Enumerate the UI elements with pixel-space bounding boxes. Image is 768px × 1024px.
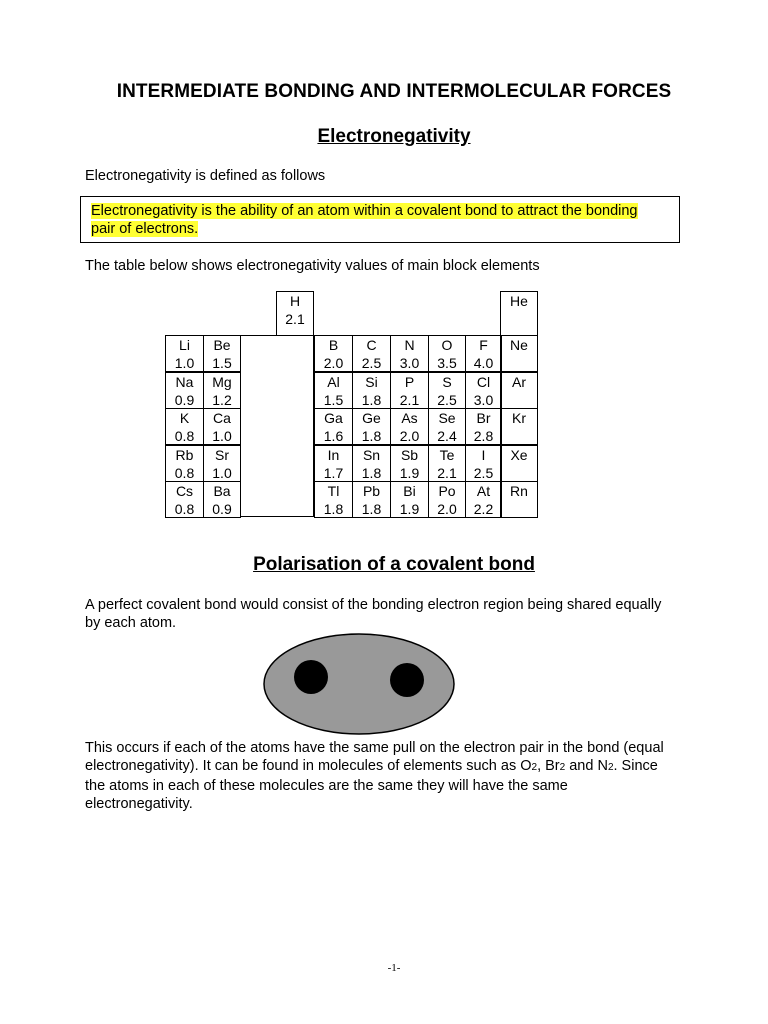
element-symbol: Ba: [213, 483, 231, 499]
element-value: 2.2: [473, 501, 494, 517]
element-symbol: B: [328, 337, 339, 353]
element-cell-rb: [165, 445, 204, 482]
element-cell-be: [203, 335, 241, 372]
element-value: 0.9: [174, 392, 195, 408]
element-symbol: O: [441, 337, 453, 353]
element-cell-tl: [314, 481, 353, 518]
element-symbol: Sb: [400, 447, 419, 463]
polarisation-heading: Polarisation of a covalent bond: [253, 554, 535, 575]
paragraph-line: the atoms in each of these molecules are the same they will have the same: [85, 778, 568, 794]
element-cell-cs: [165, 481, 204, 518]
element-cell-si: [352, 372, 391, 409]
element-cell-sb: [390, 445, 429, 482]
element-value: 1.0: [212, 465, 232, 481]
element-value: 2.0: [323, 355, 344, 371]
element-value: 2.5: [473, 465, 494, 481]
element-value: 2.1: [285, 311, 305, 327]
element-cell-sn: [352, 445, 391, 482]
table-intro-text: The table below shows electronegativity values of main block elements: [85, 258, 540, 274]
element-value: 3.0: [399, 355, 420, 371]
element-symbol: Cl: [476, 374, 491, 390]
element-symbol: Mg: [212, 374, 232, 390]
paragraph-line: electronegativity.: [85, 796, 193, 812]
element-cell-f: [465, 335, 502, 372]
definition-line-2: pair of electrons.: [91, 221, 199, 237]
element-value: 2.1: [399, 392, 420, 408]
paragraph-line: by each atom.: [85, 615, 177, 631]
element-symbol: Ne: [510, 337, 528, 353]
element-symbol: F: [479, 337, 488, 353]
element-symbol: Ga: [324, 410, 343, 426]
element-symbol: Br: [476, 410, 491, 426]
element-cell-bi: [390, 481, 429, 518]
electronegativity-heading: Electronegativity: [317, 126, 471, 147]
intro-text: Electronegativity is defined as follows: [85, 168, 326, 184]
element-cell-li: [165, 335, 204, 372]
element-symbol: Be: [213, 337, 231, 353]
element-value: 1.7: [323, 465, 344, 481]
element-symbol: Pb: [362, 483, 381, 499]
element-symbol: P: [404, 374, 415, 390]
element-value: 0.9: [212, 501, 232, 517]
element-value: 3.5: [437, 355, 457, 371]
element-symbol: Rn: [510, 483, 528, 499]
element-cell-al: [314, 372, 353, 409]
element-cell-in: [314, 445, 353, 482]
element-symbol: I: [481, 447, 486, 463]
element-cell-b: [314, 335, 353, 372]
element-cell-cl: [465, 372, 502, 409]
element-value: 1.2: [212, 392, 232, 408]
element-cell-h: [276, 291, 314, 336]
element-cell-c: [352, 335, 391, 372]
element-value: 1.8: [361, 428, 382, 444]
element-value: 1.5: [323, 392, 344, 408]
element-symbol: Sn: [362, 447, 381, 463]
element-cell-ge: [352, 408, 391, 445]
element-cell-ca: [203, 408, 241, 445]
element-value: 0.8: [174, 501, 195, 517]
element-cell-i: [465, 445, 502, 482]
element-symbol: Al: [327, 374, 340, 390]
element-cell-na: [165, 372, 204, 409]
element-cell-ar: [500, 372, 538, 409]
element-value: 0.8: [174, 428, 195, 444]
element-cell-k: [165, 408, 204, 445]
element-value: 1.9: [399, 501, 420, 517]
element-cell-kr: [500, 408, 538, 445]
electron-cloud: [264, 634, 454, 734]
subscript: 2: [607, 762, 614, 773]
element-symbol: S: [442, 374, 452, 390]
element-cell-ba: [203, 481, 241, 518]
element-symbol: Bi: [403, 483, 416, 499]
element-value: 1.5: [212, 355, 232, 371]
element-symbol: Li: [179, 337, 190, 353]
paragraph-fragment: , Br: [537, 758, 560, 774]
element-value: 2.5: [437, 392, 457, 408]
element-cell-n: [390, 335, 429, 372]
element-value: 2.4: [437, 428, 457, 444]
element-value: 1.0: [212, 428, 232, 444]
element-symbol: Cs: [175, 483, 194, 499]
element-cell-br: [465, 408, 502, 445]
element-cell-sr: [203, 445, 241, 482]
paragraph-line: A perfect covalent bond would consist of the bonding electron region being shared equally: [85, 597, 662, 613]
element-cell-pb: [352, 481, 391, 518]
element-symbol: Po: [438, 483, 456, 499]
covalent-bond-diagram: [262, 632, 458, 736]
element-cell-po: [428, 481, 466, 518]
element-symbol: He: [510, 293, 528, 309]
element-symbol: Sr: [215, 447, 229, 463]
element-value: 1.9: [399, 465, 420, 481]
element-symbol: H: [289, 293, 301, 309]
element-cell-te: [428, 445, 466, 482]
element-symbol: In: [327, 447, 340, 463]
element-value: 1.0: [174, 355, 195, 371]
transition-gap: [240, 335, 314, 517]
element-cell-ga: [314, 408, 353, 445]
element-value: 2.1: [437, 465, 457, 481]
element-cell-mg: [203, 372, 241, 409]
element-cell-p: [390, 372, 429, 409]
element-value: 1.8: [361, 392, 382, 408]
element-value: 2.0: [399, 428, 420, 444]
element-symbol: At: [476, 483, 491, 499]
subscript: 2: [559, 762, 566, 773]
element-cell-rn: [500, 481, 538, 518]
document-title: INTERMEDIATE BONDING AND INTERMOLECULAR FORCES: [116, 81, 672, 102]
element-cell-at: [465, 481, 502, 518]
element-symbol: Na: [175, 374, 194, 390]
paragraph-fragment: and N: [565, 758, 608, 774]
element-cell-he: [500, 291, 538, 336]
paragraph-line: electronegativity). It can be found in molecules of elements such as O: [85, 758, 532, 774]
element-symbol: Ge: [362, 410, 381, 426]
element-symbol: C: [366, 337, 377, 353]
element-cell-se: [428, 408, 466, 445]
element-symbol: N: [404, 337, 415, 353]
element-symbol: Rb: [175, 447, 194, 463]
element-symbol: As: [401, 410, 418, 426]
definition-line-1: Electronegativity is the ability of an atom within a covalent bond to attract the bonding: [91, 203, 638, 219]
polarisation-paragraph: [85, 596, 705, 632]
subscript: 2: [531, 762, 538, 773]
paragraph-line: This occurs if each of the atoms have the same pull on the electron pair in the bond (equal: [85, 740, 664, 756]
element-value: 1.6: [323, 428, 344, 444]
element-symbol: Kr: [512, 410, 526, 426]
element-symbol: Se: [438, 410, 456, 426]
element-symbol: Ar: [512, 374, 526, 390]
element-value: 2.5: [361, 355, 382, 371]
element-cell-ne: [500, 335, 538, 372]
equal-electronegativity-paragraph: [85, 739, 715, 813]
element-value: 1.8: [361, 501, 382, 517]
element-symbol: Si: [365, 374, 378, 390]
element-symbol: Tl: [327, 483, 340, 499]
element-value: 4.0: [473, 355, 494, 371]
element-cell-as: [390, 408, 429, 445]
element-symbol: Xe: [510, 447, 528, 463]
element-cell-s: [428, 372, 466, 409]
paragraph-fragment: . Since: [613, 758, 658, 774]
element-cell-o: [428, 335, 466, 372]
element-symbol: Te: [439, 447, 455, 463]
atom-nucleus-left: [294, 660, 328, 694]
element-cell-xe: [500, 445, 538, 482]
page-number: -1-: [387, 962, 401, 974]
element-value: 3.0: [473, 392, 494, 408]
element-value: 2.8: [473, 428, 494, 444]
element-value: 1.8: [361, 465, 382, 481]
element-symbol: Ca: [213, 410, 231, 426]
atom-nucleus-right: [390, 663, 424, 697]
element-symbol: K: [179, 410, 190, 426]
element-value: 0.8: [174, 465, 195, 481]
element-value: 1.8: [323, 501, 344, 517]
element-value: 2.0: [437, 501, 457, 517]
